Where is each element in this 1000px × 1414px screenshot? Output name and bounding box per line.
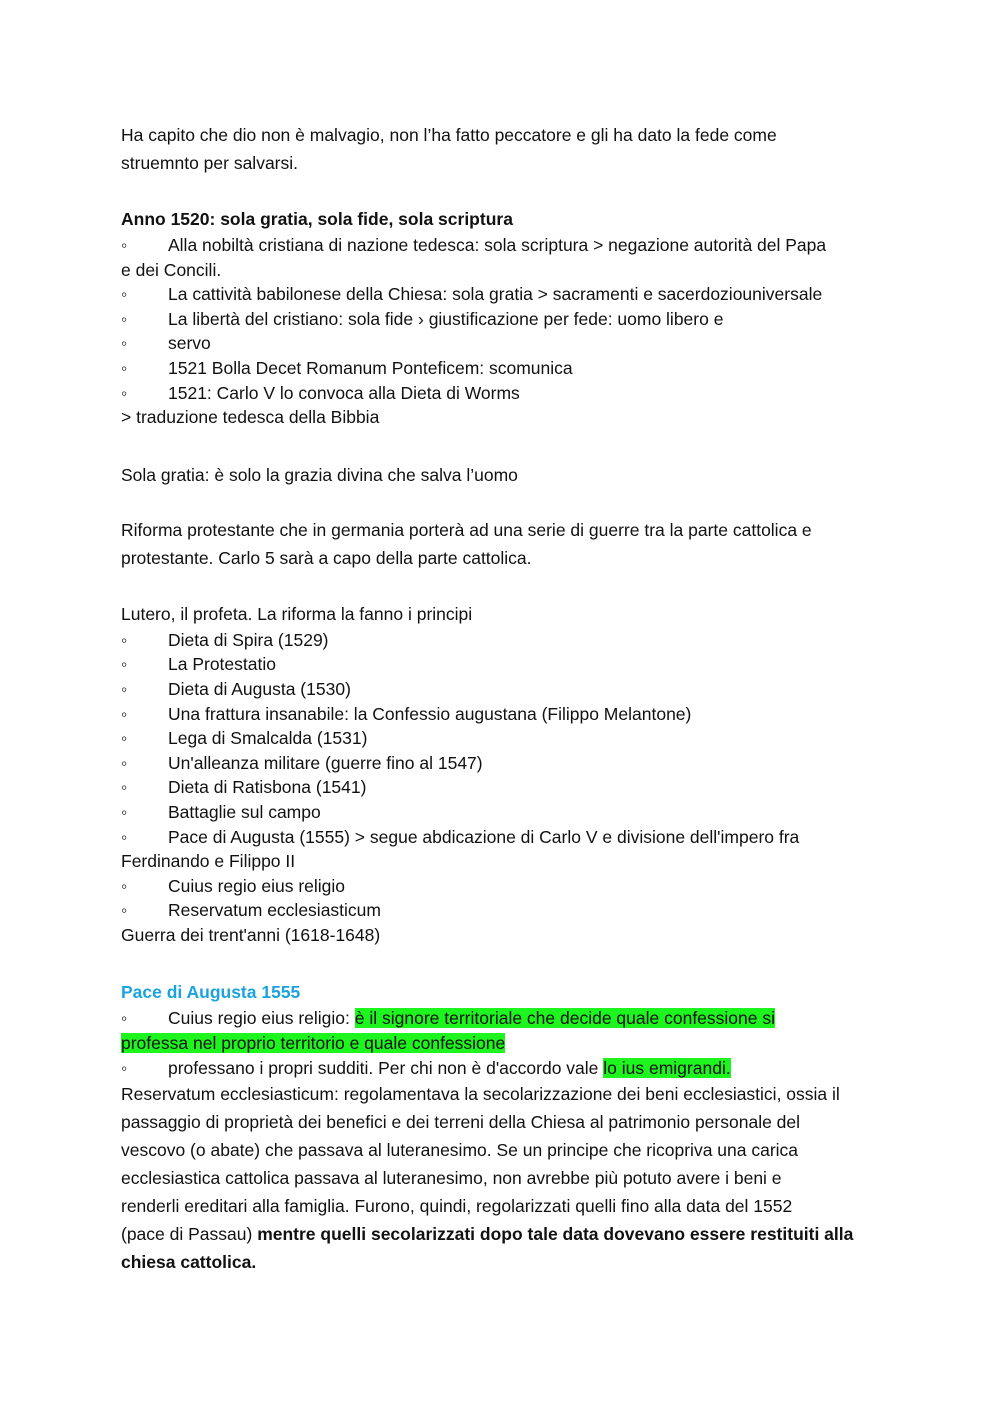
- list-item: [121, 1056, 881, 1081]
- bullet-icon: ◦: [121, 777, 128, 798]
- highlighted-text: è il signore territoriale che decide quale confessione si: [354, 1008, 776, 1029]
- spacer: [121, 489, 881, 516]
- list-item-text: Alla nobiltà cristiana di nazione tedesca: sola scriptura > negazione autorità del Papa: [168, 235, 827, 255]
- spacer: [121, 572, 881, 600]
- bold-text: mentre quelli secolarizzati dopo tale data dovevano essere restituiti alla: [257, 1224, 854, 1245]
- list-item: [121, 726, 881, 751]
- reservatum-paragraph: [121, 1080, 881, 1276]
- list-item-continuation: [121, 1031, 881, 1056]
- list-item-text: Reservatum ecclesiasticum: [168, 900, 381, 921]
- bullet-icon: ◦: [121, 629, 128, 650]
- intro-line: struemnto per salvarsi.: [121, 153, 299, 173]
- list-item-text: Pace di Augusta (1555) > segue abdicazione di Carlo V e divisione dell'impero fra: [168, 826, 800, 847]
- list-item: [121, 775, 881, 800]
- bullet-icon: ◦: [121, 357, 128, 378]
- list-item-text: La libertà del cristiano: sola fide › giustificazione per fede: uomo libero e: [168, 308, 724, 329]
- list-item: [121, 825, 881, 850]
- section-lead: Lutero, il profeta. La riforma la fanno i principi: [121, 603, 473, 624]
- list-item: [121, 628, 881, 653]
- list-item-continuation: e dei Concili.: [121, 259, 222, 280]
- list-item: [121, 356, 881, 381]
- bullet-icon: ◦: [121, 333, 128, 354]
- paragraph-line: chiesa cattolica.: [121, 1252, 257, 1273]
- list-item-text: Dieta di Spira (1529): [168, 629, 329, 650]
- paragraph-line: Reservatum ecclesiasticum: regolamentava la secolarizzazione dei beni ecclesiastici, ossia il: [121, 1084, 840, 1105]
- list-item-text: La cattività babilonese della Chiesa: sola gratia > sacramenti e sacerdoziouniversale: [168, 284, 823, 305]
- list-item-text: servo: [168, 333, 211, 354]
- section-pace-augusta: [121, 978, 881, 1276]
- intro-paragraph: [121, 121, 881, 177]
- bullet-icon: ◦: [121, 1008, 128, 1029]
- list-item: [121, 233, 881, 258]
- riforma-line: protestante. Carlo 5 sarà a capo della parte cattolica.: [121, 547, 532, 568]
- riforma-paragraph: [121, 516, 881, 572]
- bullet-icon: ◦: [121, 703, 128, 724]
- list-item: [121, 751, 881, 776]
- list-item-text: Lega di Smalcalda (1531): [168, 728, 368, 749]
- section-heading: Anno 1520: sola gratia, sola fide, sola scriptura: [121, 209, 513, 229]
- section-anno-1520: [121, 205, 881, 430]
- list-item-text: Cuius regio eius religio:: [168, 1008, 355, 1029]
- list-item: [121, 874, 881, 899]
- paragraph-line: vescovo (o abate) che passava al luteranesimo. Se un principe che ricopriva una carica: [121, 1140, 799, 1161]
- bullet-icon: ◦: [121, 728, 128, 749]
- list-item: [121, 898, 881, 923]
- section-lutero: [121, 600, 881, 948]
- intro-line: Ha capito che dio non è malvagio, non l’ha fatto peccatore e gli ha dato la fede come: [121, 125, 777, 145]
- list-item: [121, 331, 881, 356]
- bullet-icon: ◦: [121, 801, 128, 822]
- paragraph-line: [121, 1220, 881, 1248]
- list-item-text: professano i propri sudditi. Per chi non è d'accordo vale: [168, 1057, 604, 1078]
- list-item: [121, 702, 881, 727]
- bullet-icon: ◦: [121, 900, 128, 921]
- spacer: [121, 430, 881, 461]
- spacer: [121, 947, 881, 978]
- bullet-icon: ◦: [121, 654, 128, 675]
- bullet-icon: ◦: [121, 308, 128, 329]
- bullet-icon: ◦: [121, 1057, 128, 1078]
- list-item: [121, 652, 881, 677]
- list-item-text: 1521 Bolla Decet Romanum Ponteficem: scomunica: [168, 357, 573, 378]
- list-item-text: La Protestatio: [168, 654, 276, 675]
- highlighted-text: professa nel proprio territorio e quale confessione: [121, 1033, 506, 1054]
- list-item: [121, 282, 881, 307]
- plain-text: (pace di Passau): [121, 1224, 258, 1245]
- list-item: [121, 381, 881, 406]
- list-item: [121, 677, 881, 702]
- list-item-continuation: Ferdinando e Filippo II: [121, 851, 296, 872]
- list-item-text: Cuius regio eius religio: [168, 875, 346, 896]
- section-heading: Pace di Augusta 1555: [121, 982, 301, 1003]
- document-body: [121, 121, 881, 1276]
- list-tail: > traduzione tedesca della Bibbia: [121, 407, 380, 428]
- riforma-line: Riforma protestante che in germania porterà ad una serie di guerre tra la parte cattolica e: [121, 519, 812, 540]
- paragraph-line: ecclesiastica cattolica passava al luteranesimo, non avrebbe più potuto avere i beni e: [121, 1168, 782, 1189]
- list-item: [121, 1006, 881, 1031]
- sola-gratia-line: Sola gratia: è solo la grazia divina che salva l’uomo: [121, 464, 518, 485]
- bullet-icon: ◦: [121, 826, 128, 847]
- bullet-icon: ◦: [121, 235, 128, 255]
- bullet-icon: ◦: [121, 875, 128, 896]
- bullet-icon: ◦: [121, 752, 128, 773]
- paragraph-line: renderli ereditari alla famiglia. Furono, quindi, regolarizzati quelli fino alla data del 1552: [121, 1196, 793, 1217]
- list-item-text: Dieta di Ratisbona (1541): [168, 777, 367, 798]
- list-item: [121, 307, 881, 332]
- list-item: [121, 800, 881, 825]
- list-item-text: Dieta di Augusta (1530): [168, 678, 351, 699]
- list-item-text: 1521: Carlo V lo convoca alla Dieta di Worms: [168, 382, 520, 403]
- list-item-text: Battaglie sul campo: [168, 801, 321, 822]
- bullet-icon: ◦: [121, 678, 128, 699]
- spacer: [121, 177, 881, 205]
- paragraph-line: passaggio di proprietà dei benefici e dei terreni della Chiesa al patrimonio personale del: [121, 1112, 801, 1133]
- list-item-text: Un'alleanza militare (guerre fino al 1547): [168, 752, 483, 773]
- list-tail: Guerra dei trent'anni (1618-1648): [121, 924, 381, 945]
- list-item-text: Una frattura insanabile: la Confessio augustana (Filippo Melantone): [168, 703, 692, 724]
- bullet-icon: ◦: [121, 284, 128, 305]
- highlighted-text: lo ius emigrandi.: [603, 1057, 731, 1078]
- bullet-icon: ◦: [121, 382, 128, 403]
